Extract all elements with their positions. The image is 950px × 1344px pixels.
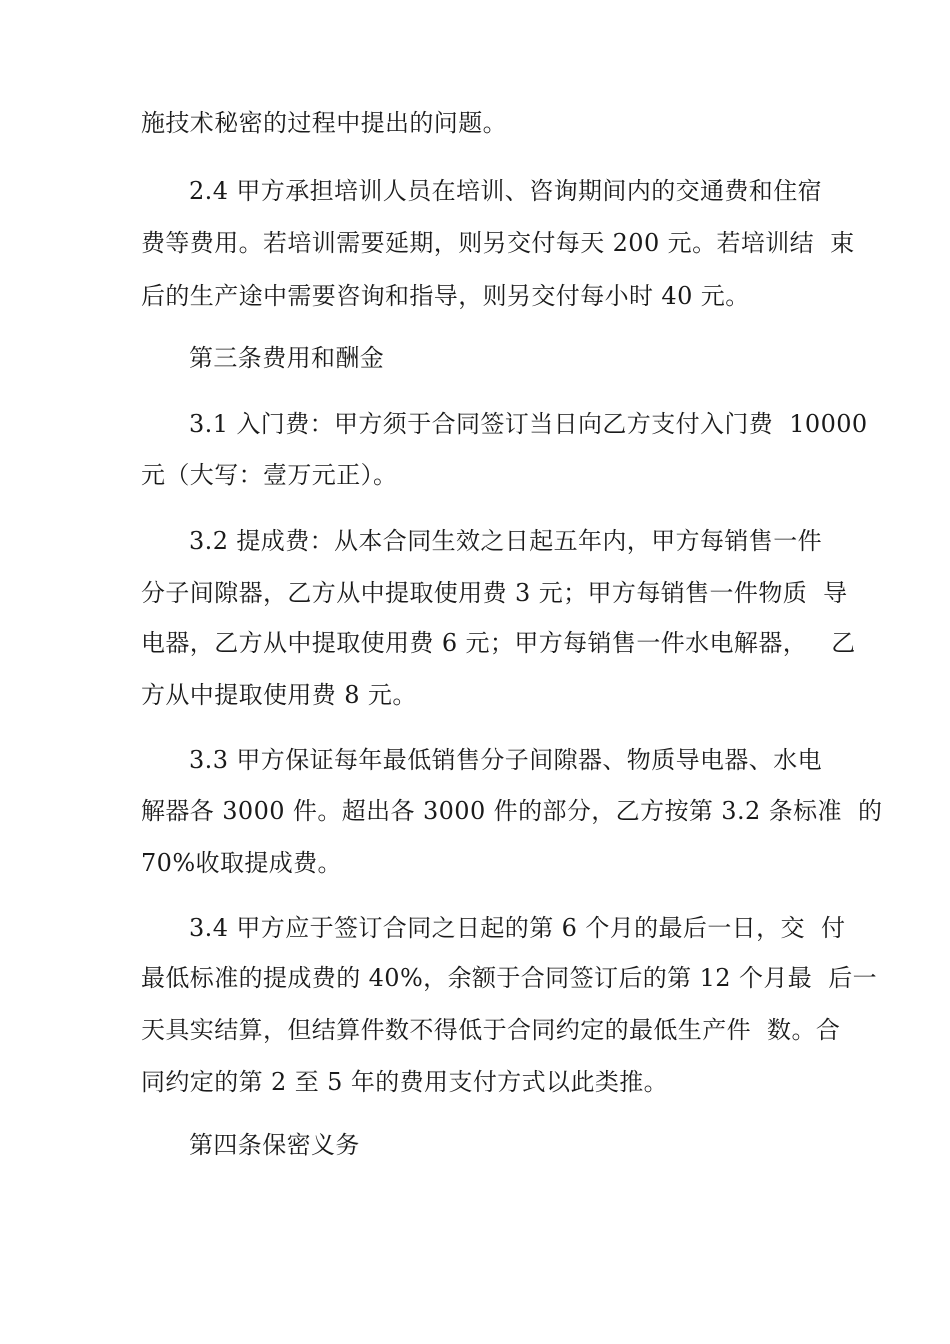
clause-3-3-line-2: 解器各 3000 件。超出各 3000 件的部分，乙方按第 3.2 条标准 的	[141, 797, 883, 825]
clause-3-4-line-3: 天具实结算，但结算件数不得低于合同约定的最低生产件 数。合	[141, 1016, 841, 1044]
clause-3-3-line-1: 3.3 甲方保证每年最低销售分子间隙器、物质导电器、水电	[189, 746, 822, 774]
clause-3-1-line-1: 3.1 入门费：甲方须于合同签订当日向乙方支付入门费 10000	[189, 410, 868, 438]
clause-3-4-line-1: 3.4 甲方应于签订合同之日起的第 6 个月的最后一日，交 付	[189, 914, 846, 942]
clause-2-4-line-3: 后的生产途中需要咨询和指导，则另交付每小时 40 元。	[141, 282, 750, 310]
clause-3-2-line-4: 方从中提取使用费 8 元。	[141, 681, 417, 709]
clause-3-1-line-2: 元（大写：壹万元正）。	[141, 461, 398, 489]
paragraph-2-3-continuation: 施技术秘密的过程中提出的问题。	[141, 109, 507, 137]
section-heading-article-3: 第三条费用和酬金	[189, 344, 385, 372]
clause-2-4-line-2: 费等费用。若培训需要延期，则另交付每天 200 元。若培训结 束	[141, 229, 855, 257]
clause-3-4-line-4: 同约定的第 2 至 5 年的费用支付方式以此类推。	[141, 1068, 669, 1096]
clause-2-4-line-1: 2.4 甲方承担培训人员在培训、咨询期间内的交通费和住宿	[189, 177, 822, 205]
clause-3-4-line-2: 最低标准的提成费的 40%，余额于合同签订后的第 12 个月最 后一	[141, 964, 878, 992]
clause-3-3-line-3: 70%收取提成费。	[141, 849, 342, 877]
clause-3-2-line-2: 分子间隙器，乙方从中提取使用费 3 元；甲方每销售一件物质 导	[141, 579, 848, 607]
clause-3-2-line-3: 电器，乙方从中提取使用费 6 元；甲方每销售一件水电解器， 乙	[141, 629, 856, 657]
section-heading-article-4: 第四条保密义务	[189, 1131, 360, 1159]
clause-3-2-line-1: 3.2 提成费：从本合同生效之日起五年内，甲方每销售一件	[189, 527, 822, 555]
